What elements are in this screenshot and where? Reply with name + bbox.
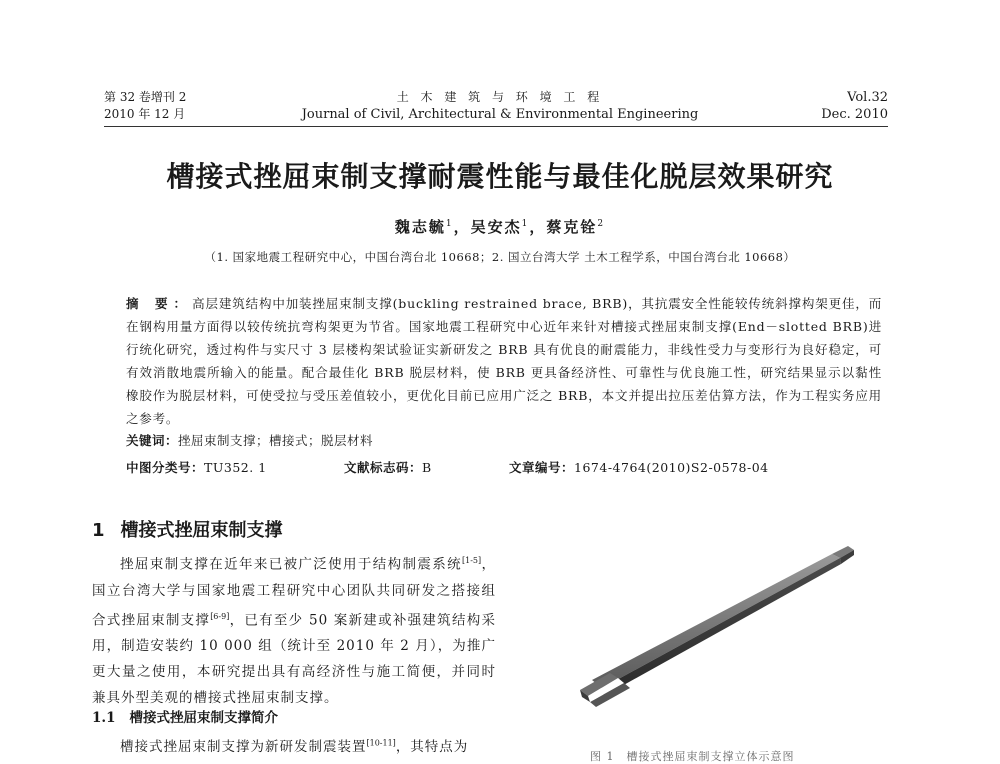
brace-figure [570,540,870,715]
journal-name-en: Journal of Civil, Architectural & Environmental Engineering [301,107,699,122]
section-number: 1 [92,520,105,541]
keywords [126,431,373,449]
subsection-paragraph [120,735,468,755]
header-divider [104,126,888,127]
paper-title: 槽接式挫屈束制支撑耐震性能与最佳化脱层效果研究 [166,160,834,193]
subsection-number: 1.1 [92,710,116,726]
brace-core-side [602,558,841,696]
keywords-label: 关键词： [126,433,179,448]
affiliations: （1. 国家地震工程研究中心，中国台湾台北 10668；2. 国立台湾大学 土木工程学系，中国台湾台北 10668） [204,250,796,264]
section-paragraph [92,548,496,711]
author-name: 魏志毓 [394,218,446,236]
article-number [509,458,769,476]
header-volume-cn: 第 32 卷增刊 2 [104,90,187,104]
abstract-text: 高层建筑结构中加装挫屈束制支撑(buckling restrained brace, BRB)，其抗震安全性能较传统斜撑构架更佳，而在钢构用量方面得以较传统抗弯构架更为节省。国家地震工程研究中心近年来针对槽接式挫屈束制支撑(End－slotted BRB)进行统化研究，透过构件与实尺寸 3 层楼构架试验证实新研发之 BRB 具有优良的耐震能力，非线性受力与变形行为良好稳定，可有效消散地震所输入的能量。配合最佳化 BRB 脱层材料，使 BRB 更具备经济性、可靠性与优良施工性，研究结果显示以黏性橡胶作为脱层材料，可使受拉与受压差值较小，更优化目前已应用广泛之 BRB，本文并提出拉压差估算方法，作为工程实务应用之参考。 [126,296,882,426]
citation-ref: [10-11] [366,738,396,748]
header-date-en: Dec. 2010 [821,107,888,122]
header-vol-en: Vol.32 [847,90,888,105]
citation-ref: [6-9] [210,611,230,621]
section-heading [92,516,283,542]
header-date-cn: 2010 年 12 月 [104,107,186,121]
paragraph-text: ，其特点为 [395,739,469,755]
document-code-value: B [422,460,432,475]
paragraph-text: 挫屈束制支撑在近年来已被广泛使用于结构制震系统 [120,556,463,573]
keywords-text: 挫屈束制支撑；槽接式；脱层材料 [178,433,374,448]
article-number-label: 文章编号： [509,460,575,475]
article-number-value: 1674-4764(2010)S2-0578-04 [574,460,769,475]
author-affiliation-mark: 1 [445,219,454,229]
author-affiliation-mark: 1 [521,219,530,229]
brace-core-top [592,554,840,688]
classification-number [126,458,267,476]
paragraph-text: 槽接式挫屈束制支撑为新研发制震装置 [120,739,367,755]
document-code-label: 文献标志码： [344,460,423,475]
paragraph-text: ，国立台湾大学与国家地震工程研究中心团队共同研发之搭接组合式挫屈束制支撑 [92,556,497,628]
journal-name-cn: 土 木 建 筑 与 环 境 工 程 [396,90,604,104]
classification-value: TU352. 1 [204,460,267,475]
subsection-heading [92,706,278,726]
author-name: 吴安杰 [470,218,522,236]
document-code [344,458,432,476]
citation-ref: [1-5] [462,556,482,565]
section-title: 槽接式挫屈束制支撑 [120,520,283,541]
subsection-title: 槽接式挫屈束制支撑简介 [129,710,278,726]
author-affiliation-mark: 2 [597,219,606,229]
classification-label: 中图分类号： [126,460,205,475]
header-volume-en [821,89,888,123]
abstract [126,292,882,430]
abstract-label: 摘 要： [126,296,193,311]
figure-caption: 图 1 槽接式挫屈束制支撑立体示意图 [590,750,795,763]
author-list: 魏志毓$^1$，吴安杰$^1$，蔡克铨$^2$ [394,218,606,236]
author-name: 蔡克铨 [546,218,598,236]
paragraph-text: ，已有至少 50 案新建或补强建筑结构采用，制造安装约 10 000 组（统计至 2010 年 2 月），为推广更大量之使用，本研究提出具有高经济性与施工简便，并同时兼具外型美观的槽接式挫屈束制支撑。 [92,612,496,706]
